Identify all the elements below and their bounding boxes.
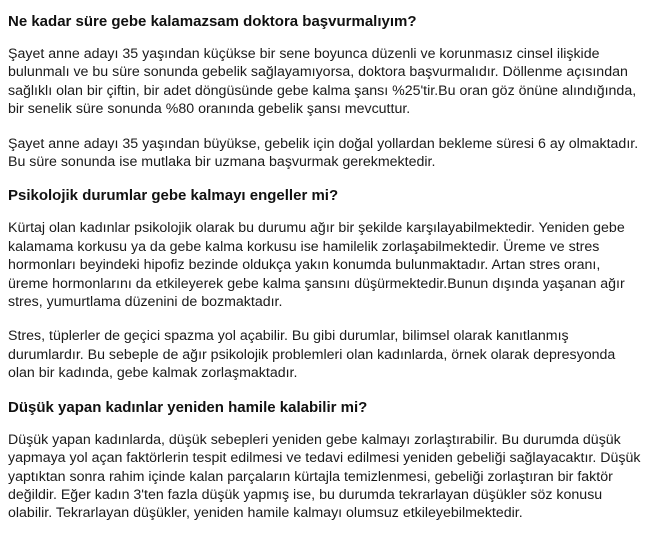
- section-heading-psychology: Psikolojik durumlar gebe kalmayı engeller mi?: [8, 187, 339, 205]
- paragraph: Şayet anne adayı 35 yaşından küçükse bir sene boyunca düzenli ve korunmasız cinsel ilişkide bulunmalı ve bu süre sonunda gebelik sağlayamıyorsa, doktora başvurmalıdır. Döllenme açısından sağlıklı olan bir çiftin, bir adet döngüsünde gebe kalma şansı %25'tir.Bu oran göz önüne alındığında, bir senelik süre sonunda %80 oranında gebelik şansı mevcuttur.: [8, 46, 637, 118]
- paragraph: Şayet anne adayı 35 yaşından büyükse, gebelik için doğal yollardan bekleme süresi 6 ay olmaktadır. Bu süre sonunda ise mutlaka bir uzmana başvurmak gerekmektedir.: [8, 135, 639, 171]
- paragraph: Düşük yapan kadınlarda, düşük sebepleri yeniden gebe kalmayı zorlaştırabilir. Bu durumda düşük yapmaya yol açan faktörlerin tespit edilmesi ve tedavi edilmesi yeniden gebeliği sağlayacaktır. Düşük yaptıktan sonra rahim içinde kalan parçaların kürtajla temizlenmesi, gebeliği zorlaştıran bir faktör değildir. Eğer kadın 3'ten fazla düşük yapmış ise, bu durumda tekrarlayan düşükler söz konusu olabilir. Tekrarlayan düşükler, yeniden hamile kalmayı olumsuz etkileyebilmektedir.: [8, 431, 641, 522]
- section-heading-doctor-visit: Ne kadar süre gebe kalamazsam doktora başvurmalıyım?: [8, 13, 417, 30]
- section-heading-miscarriage: Düşük yapan kadınlar yeniden hamile kalabilir mi?: [8, 398, 368, 416]
- paragraph: Kürtaj olan kadınlar psikolojik olarak bu durumu ağır bir şekilde karşılayabilmektedir. Yeniden gebe kalamama korkusu ya da gebe kalma korkusu ise hamilelik zorlaşabilmektedir. Üreme ve stres hormonları beyindeki hipofiz bezinde oldukça yakın konumda bulunmaktadır. Artan stres oranı, üreme hormonlarını da etkileyerek gebe kalma şansını düşürmektedir.Bunun dışında yaşanan ağır stres, yumurtlama düzenini de bozmaktadır.: [8, 220, 625, 311]
- paragraph: Stres, tüplerler de geçici spazma yol açabilir. Bu gibi durumlar, bilimsel olarak kanıtlanmış durumlardır. Bu sebeple de ağır psikolojik problemleri olan kadınlarda, örnek olarak depresyonda olan bir kadında, gebe kalmak zorlaşmaktadır.: [8, 328, 616, 382]
